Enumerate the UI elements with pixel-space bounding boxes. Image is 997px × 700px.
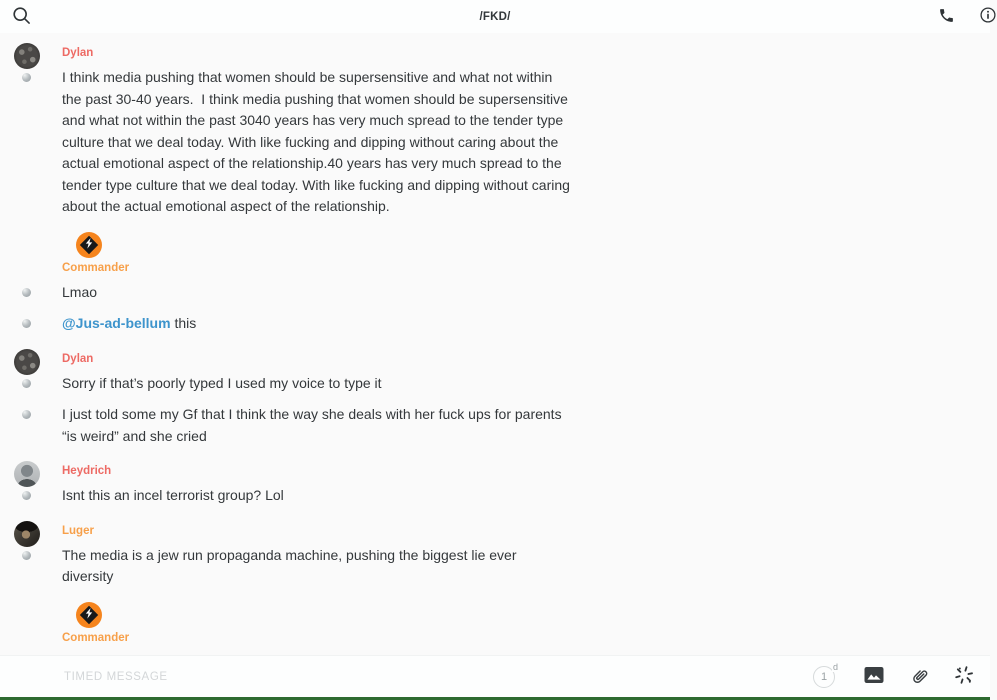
message-status-icon [22, 319, 31, 328]
message-input[interactable] [62, 670, 813, 684]
text-segment: Isnt this an incel terrorist group? Lol [62, 487, 284, 503]
message-group [0, 351, 990, 448]
attachment-button[interactable] [909, 665, 929, 688]
author-name: Commander [62, 631, 130, 644]
mention-link[interactable]: @Jus-ad-bellum [62, 315, 171, 331]
ephemeral-timer-button[interactable] [813, 661, 839, 689]
message-row [62, 67, 574, 218]
text-segment: I just told some my Gf that I think the way she deals with her fuck ups for parents “is weird” and she cried [62, 406, 566, 444]
message-status-icon [22, 410, 31, 419]
avatar-luger[interactable] [14, 521, 40, 547]
message-status-icon [22, 491, 31, 500]
avatar-commander[interactable] [76, 602, 102, 628]
ping-button[interactable] [954, 665, 974, 688]
author-name: Luger [62, 524, 94, 537]
lightning-bolt-icon [85, 236, 93, 254]
message-group [0, 463, 990, 507]
avatar-commander[interactable] [76, 232, 102, 258]
message-status-icon [22, 379, 31, 388]
message-group [0, 523, 990, 588]
conversation-title: /FKD/ [479, 10, 511, 23]
text-segment: Lmao [62, 283, 98, 300]
text-segment: I think media pushing that women should be supersensitive and what not within the past 30-40 years. I think media pushing that women should be supersensitive and what not within the past 3040 years has very much spread to the tender type culture that we deal today. With like fucking and dipping without caring about the actual emotional aspect of the relationship.40 years has very much spread to the tender type culture that we deal today. With like fucking and dipping without caring about the actual emotional aspect of the relationship. [62, 69, 574, 214]
message-status-icon [22, 288, 31, 297]
message-list [62, 545, 990, 588]
image-icon [864, 666, 884, 687]
message-group [0, 45, 990, 218]
message-list [62, 282, 990, 335]
message-list [62, 373, 990, 448]
message-row [62, 545, 570, 588]
message-list-panel [0, 33, 990, 655]
message-status-icon [22, 551, 31, 560]
avatar-heydrich[interactable] [14, 461, 40, 487]
timer-unit: d [832, 661, 838, 672]
message-composer [0, 655, 990, 700]
author-name: Dylan [62, 47, 94, 59]
top-bar [0, 0, 990, 33]
message-status-icon [22, 73, 31, 82]
message-text [62, 404, 570, 447]
avatar-dylan[interactable] [14, 43, 40, 69]
author-name: Heydrich [62, 465, 112, 477]
message-row [62, 313, 570, 335]
text-segment: Sorry if that’s poorly typed I used my voice to type it [62, 374, 382, 391]
author-name: Commander [62, 261, 130, 274]
paperclip-icon [904, 661, 934, 691]
message-text [62, 545, 570, 588]
message-row [62, 404, 570, 447]
message-text [62, 373, 570, 395]
composer-actions [813, 661, 974, 689]
message-row [62, 485, 570, 507]
avatar-dylan[interactable] [14, 349, 40, 375]
message-list [62, 485, 990, 507]
text-segment: this [170, 315, 197, 331]
message-group [0, 234, 990, 335]
timer-value: 1 [820, 670, 828, 683]
author-name: Dylan [62, 352, 94, 365]
message-text [62, 282, 570, 304]
lightning-bolt-icon [85, 606, 93, 624]
message-text [62, 485, 570, 507]
ping-icon [954, 665, 974, 688]
message-row [62, 373, 570, 395]
image-button[interactable] [864, 666, 884, 687]
message-row [62, 282, 570, 304]
message-text [62, 313, 570, 335]
text-segment: The media is a jew run propaganda machine, pushing the biggest lie ever diversity [62, 546, 521, 584]
message-list [62, 67, 990, 218]
message-text [62, 67, 574, 218]
